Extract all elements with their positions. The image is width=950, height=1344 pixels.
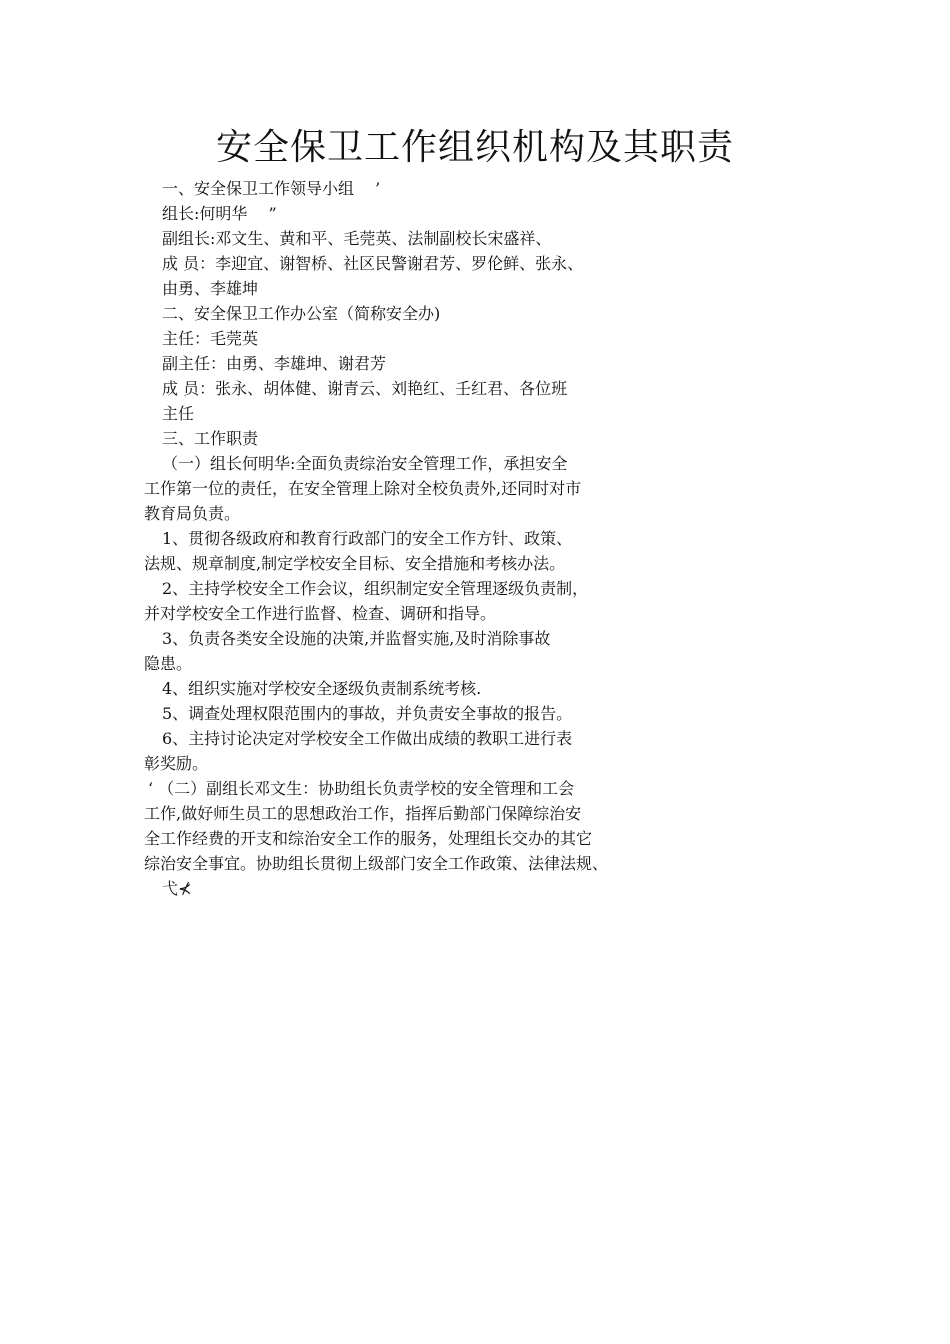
text-line: 二、安全保卫工作办公室（简称安全办) — [162, 304, 441, 323]
text-line: 一、安全保卫工作领导小组 ’ — [162, 179, 381, 198]
text-line: 教育局负责。 — [144, 504, 241, 523]
text-line: 法规、规章制度,制定学校安全目标、安全措施和考核办法。 — [144, 554, 566, 573]
document-title: 安全保卫工作组织机构及其职责 — [215, 127, 734, 168]
text-line: 5、调查处理权限范围内的事故，并负责安全事故的报告。 — [162, 704, 573, 723]
text-line: 工作,做好师生员工的思想政治工作，指挥后勤部门保障综治安 — [144, 804, 582, 823]
text-line: 3、负责各类安全设施的决策,并监督实施,及时消除事故 — [162, 629, 551, 648]
text-line: 组长:何明华 ” — [162, 204, 277, 223]
text-line: 主任 — [162, 404, 195, 423]
text-line: 成 员：张永、胡体健、谢青云、刘艳红、壬红君、各位班 — [162, 379, 568, 398]
text-line: 弋⊀ — [162, 879, 192, 898]
text-line: 2、主持学校安全工作会议，组织制定安全管理逐级负责制， — [162, 579, 589, 598]
text-line: 1、贯彻各级政府和教育行政部门的安全工作方针、政策、 — [162, 529, 573, 548]
text-line: 6、主持讨论决定对学校安全工作做出成绩的教职工进行表 — [162, 729, 573, 748]
text-line: 并对学校安全工作进行监督、检查、调研和指导。 — [144, 604, 497, 623]
text-line: 成 员：李迎宜、谢智桥、社区民警谢君芳、罗伦鲜、张永、 — [162, 254, 584, 273]
text-line: 综治安全事宜。协助组长贯彻上级部门安全工作政策、法律法规、 — [144, 854, 609, 873]
text-line: 由勇、李雄坤 — [162, 279, 259, 298]
text-line: （一）组长何明华:全面负责综治安全管理工作，承担安全 — [162, 454, 568, 473]
text-line: 副组长:邓文生、黄和平、毛莞英、法制副校长宋盛祥、 — [162, 229, 552, 248]
text-line: 彰奖励。 — [144, 754, 209, 773]
text-line: 隐患。 — [144, 654, 193, 673]
text-line: 工作第一位的责任，在安全管理上除对全校负责外,还同时对市 — [144, 479, 582, 498]
text-line: 三、工作职责 — [162, 429, 259, 448]
text-line: 4、组织实施对学校安全逐级负责制系统考核. — [162, 679, 482, 698]
text-line: 主任：毛莞英 — [162, 329, 259, 348]
text-line: ‘ （二）副组长邓文生：协助组长负责学校的安全管理和工会 — [148, 779, 575, 798]
text-line: 全工作经费的开支和综治安全工作的服务，处理组长交办的其它 — [144, 829, 593, 848]
text-line: 副主任：由勇、李雄坤、谢君芳 — [162, 354, 387, 373]
